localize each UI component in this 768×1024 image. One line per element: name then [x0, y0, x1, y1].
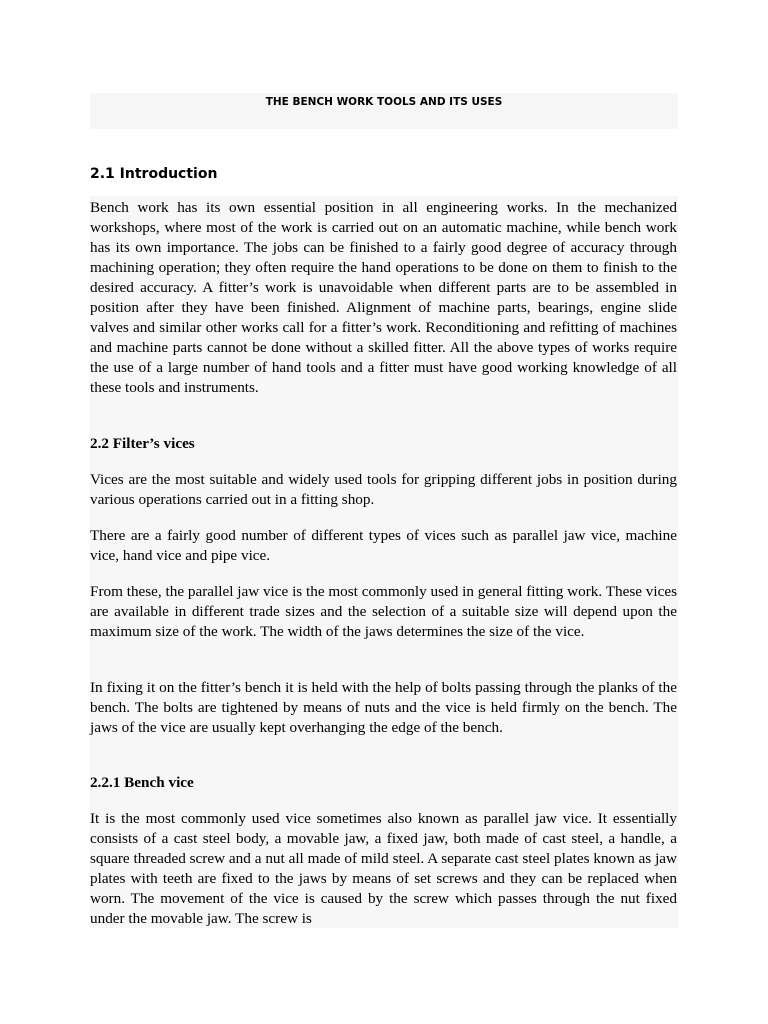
section-heading-introduction: 2.1 Introduction	[90, 166, 218, 182]
paragraph-vices-4: In fixing it on the fitter’s bench it is held with the help of bolts passing through the planks of the bench. The bolts are tightened by means of nuts and the vice is held firmly on the bench. The jaws of the vice are usually kept overhanging the edge of the bench.	[90, 679, 677, 736]
document-title: THE BENCH WORK TOOLS AND ITS USES	[265, 96, 503, 108]
paragraph-bench-vice: It is the most commonly used vice sometimes also known as parallel jaw vice. It essentially consists of a cast steel body, a movable jaw, a fixed jaw, both made of cast steel, a handle, a square threaded screw and a nut all made of mild steel. A separate cast steel plates known as jaw plates with teeth are fixed to the jaws by means of set screws and they can be replaced when worn. The movement of the vice is caused by the screw which passes through the nut fixed under the movable jaw. The screw is	[90, 810, 677, 927]
paragraph-vices-3: From these, the parallel jaw vice is the most commonly used in general fitting work. These vices are available in different trade sizes and the selection of a suitable size will depend upon the maximum size of the work. The width of the jaws determines the size of the vice.	[90, 583, 677, 640]
paragraph-vices-1: Vices are the most suitable and widely used tools for gripping different jobs in position during various operations carried out in a fitting shop.	[90, 471, 677, 508]
paragraph-vices-2: There are a fairly good number of different types of vices such as parallel jaw vice, machine vice, hand vice and pipe vice.	[90, 527, 677, 564]
paragraph-introduction: Bench work has its own essential position in all engineering works. In the mechanized workshops, where most of the work is carried out on an automatic machine, while bench work has its own importance. The jobs can be finished to a fairly good degree of accuracy through machining operation; they often require the hand operations to be done on them to finish to the desired accuracy. A fitter’s work is unavoidable when different parts are to be assembled in position after they have been finished. Alignment of machine parts, bearings, engine slide valves and similar other works call for a fitter’s work. Reconditioning and refitting of machines and machine parts cannot be done without a skilled fitter. All the above types of works require the use of a large number of hand tools and a fitter must have good working knowledge of all these tools and instruments.	[90, 199, 677, 396]
section-heading-bench-vice: 2.2.1 Bench vice	[90, 774, 194, 791]
section-heading-vices: 2.2 Filter’s vices	[90, 435, 195, 452]
